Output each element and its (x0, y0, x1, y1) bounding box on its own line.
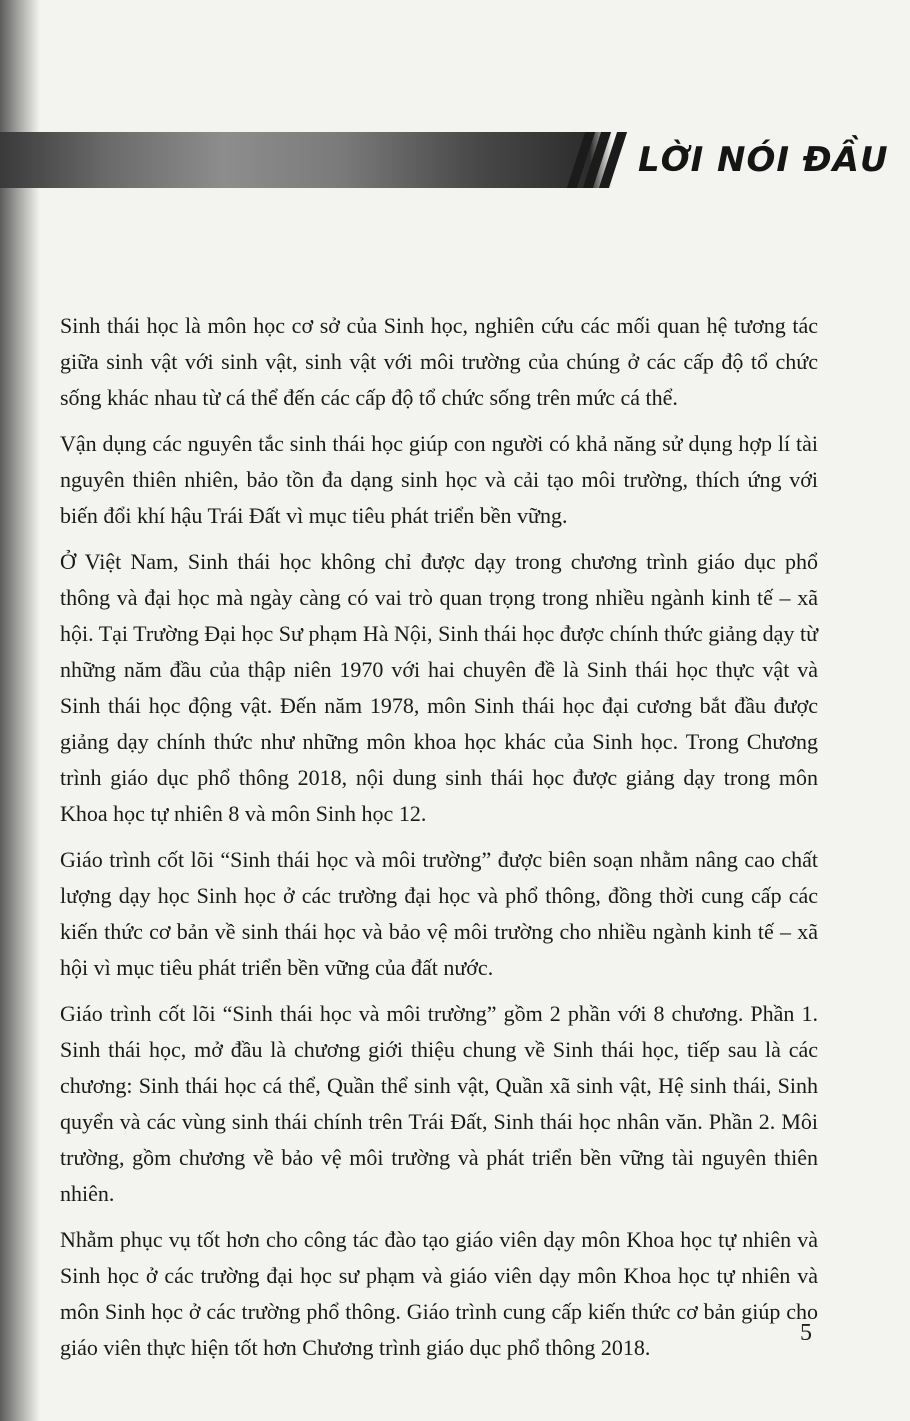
paragraph-2: Vận dụng các nguyên tắc sinh thái học giúp con người có khả năng sử dụng hợp lí tài nguyên thiên nhiên, bảo tồn đa dạng sinh học và cải tạo môi trường, thích ứng với biến đổi khí hậu Trái Đất vì mục tiêu phát triển bền vững. (60, 431, 818, 528)
preface-body (60, 308, 818, 1376)
page-number: 5 (800, 1320, 812, 1346)
paragraph-6: Nhằm phục vụ tốt hơn cho công tác đào tạo giáo viên dạy môn Khoa học tự nhiên và Sinh học ở các trường đại học sư phạm và giáo viên dạy môn Khoa học tự nhiên và môn Sinh học ở các trường phổ thông. Giáo trình cung cấp kiến thức cơ bản giúp cho giáo viên thực hiện tốt hơn Chương trình giáo dục phổ thông 2018. (60, 1227, 818, 1360)
header-slash-decoration (570, 130, 630, 190)
paragraph-1: Sinh thái học là môn học cơ sở của Sinh học, nghiên cứu các mối quan hệ tương tác giữa sinh vật với sinh vật, sinh vật với môi trường của chúng ở các cấp độ tổ chức sống khác nhau từ cá thể đến các cấp độ tổ chức sống trên mức cá thể. (60, 313, 818, 410)
paragraph-5: Giáo trình cốt lõi “Sinh thái học và môi trường” gồm 2 phần với 8 chương. Phần 1. Sinh thái học, mở đầu là chương giới thiệu chung về Sinh thái học, tiếp sau là các chương: Sinh thái học cá thể, Quần thể sinh vật, Quần xã sinh vật, Hệ sinh thái, Sinh quyển và các vùng sinh thái chính trên Trái Đất, Sinh thái học nhân văn. Phần 2. Môi trường, gồm chương về bảo vệ môi trường và phát triển bền vững tài nguyên thiên nhiên. (60, 1001, 818, 1206)
binding-shadow (0, 0, 40, 1421)
header-band (0, 132, 590, 188)
page-title: LỜI NÓI ĐẦU (638, 140, 889, 180)
paragraph-3: Ở Việt Nam, Sinh thái học không chỉ được dạy trong chương trình giáo dục phổ thông và đại học mà ngày càng có vai trò quan trọng trong nhiều ngành kinh tế – xã hội. Tại Trường Đại học Sư phạm Hà Nội, Sinh thái học được chính thức giảng dạy từ những năm đầu của thập niên 1970 với hai chuyên đề là Sinh thái học thực vật và Sinh thái học động vật. Đến năm 1978, môn Sinh thái học đại cương bắt đầu được giảng dạy chính thức như những môn khoa học khác của Sinh học. Trong Chương trình giáo dục phổ thông 2018, nội dung sinh thái học được giảng dạy trong môn Khoa học tự nhiên 8 và môn Sinh học 12. (60, 549, 818, 826)
paragraph-4: Giáo trình cốt lõi “Sinh thái học và môi trường” được biên soạn nhằm nâng cao chất lượng dạy học Sinh học ở các trường đại học và phổ thông, đồng thời cung cấp các kiến thức cơ bản về sinh thái học và bảo vệ môi trường cho nhiều ngành kinh tế – xã hội vì mục tiêu phát triển bền vững của đất nước. (60, 847, 818, 980)
